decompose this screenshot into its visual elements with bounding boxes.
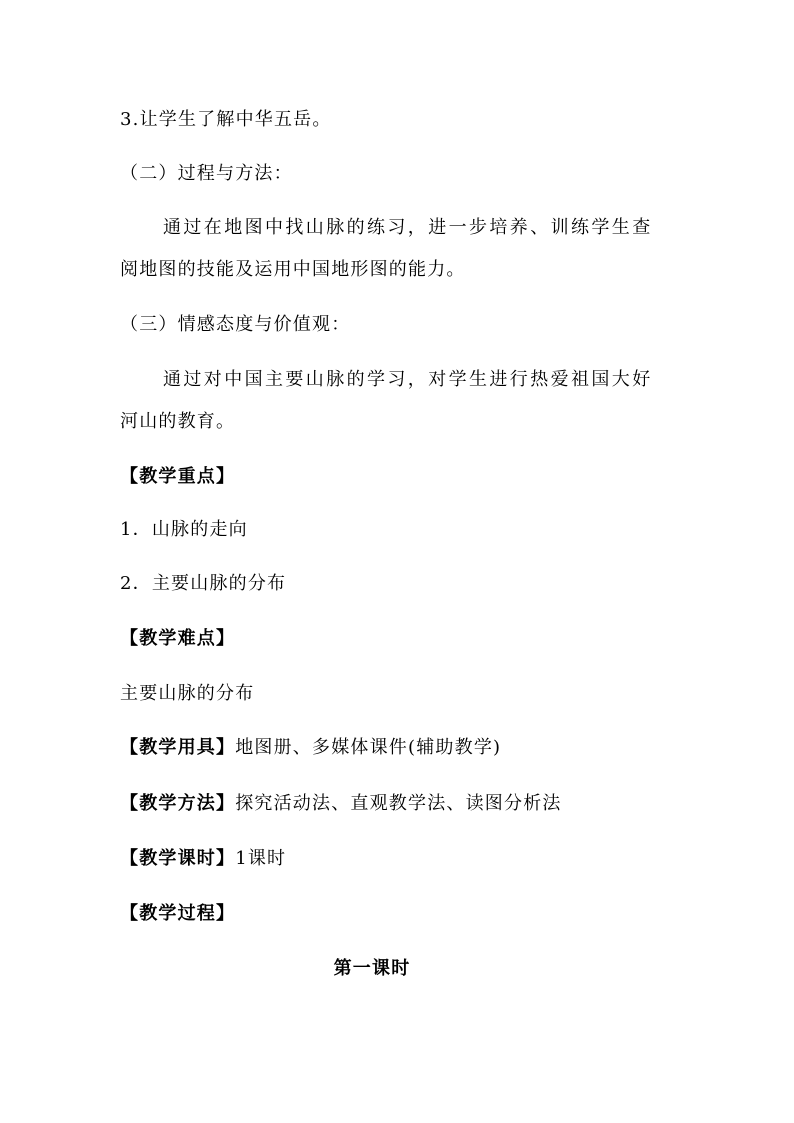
process-method-paragraph-line-2: 阅地图的技能及运用中国地形图的能力。 bbox=[120, 259, 466, 280]
process-heading: 【教学过程】 bbox=[120, 903, 236, 924]
difficulties-heading: 【教学难点】 bbox=[120, 628, 236, 649]
methods-text: 探究活动法、直观教学法、读图分析法 bbox=[235, 793, 562, 814]
tools-text: 地图册、多媒体课件(辅助教学) bbox=[235, 737, 502, 758]
tools-line bbox=[120, 736, 501, 760]
emotion-paragraph-line-1: 通过对中国主要山脉的学习，对学生进行热爱祖国大好 bbox=[163, 369, 653, 390]
emotion-heading: （三）情感态度与价值观： bbox=[120, 314, 351, 335]
emotion-paragraph-line-2: 河山的教育。 bbox=[120, 411, 236, 432]
lesson-title: 第一课时 bbox=[333, 958, 411, 979]
periods-text: 1课时 bbox=[235, 848, 287, 869]
process-method-paragraph-line-1: 通过在地图中找山脉的练习，进一步培养、训练学生查 bbox=[163, 217, 653, 238]
key-point-item-2: 2．主要山脉的分布 bbox=[120, 573, 287, 594]
methods-heading: 【教学方法】 bbox=[120, 793, 236, 814]
key-points-heading: 【教学重点】 bbox=[120, 466, 236, 487]
tools-heading: 【教学用具】 bbox=[120, 737, 236, 758]
periods-line bbox=[120, 847, 286, 871]
difficulties-text: 主要山脉的分布 bbox=[120, 683, 255, 704]
methods-line bbox=[120, 792, 562, 816]
process-method-heading: （二）过程与方法： bbox=[120, 163, 293, 184]
objective-item-3: 3.让学生了解中华五岳。 bbox=[120, 109, 332, 130]
key-point-item-1: 1．山脉的走向 bbox=[120, 519, 248, 540]
periods-heading: 【教学课时】 bbox=[120, 848, 236, 869]
